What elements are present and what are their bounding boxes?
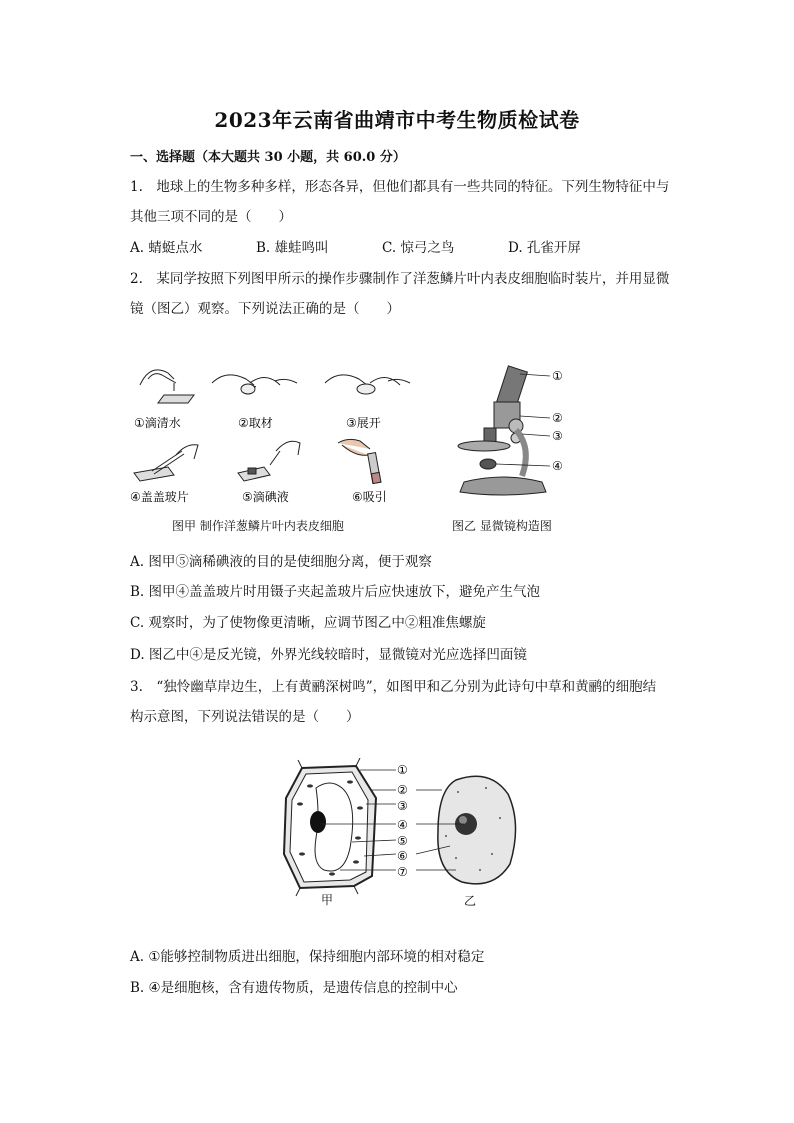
step-label-4: ④盖盖玻片 [130, 490, 189, 504]
plant-cell [284, 758, 376, 896]
cell-label-3: ③ [397, 799, 408, 813]
mirror [480, 459, 496, 469]
step1-drawing [140, 370, 194, 403]
q1-option-d: D. 孔雀开屏 [508, 240, 581, 256]
step-label-6: ⑥吸引 [352, 490, 387, 504]
q3-stem-line2: 构示意图，下列说法错误的是（ ） [130, 709, 360, 725]
scope-label-4: ④ [552, 459, 563, 473]
cell-label-2: ② [397, 783, 408, 797]
q2-stem-line1: 2. 某同学按照下列图甲所示的操作步骤制作了洋葱鳞片叶内表皮细胞临时装片，并用显微 [130, 271, 670, 287]
animal-cell [438, 776, 516, 884]
step4-drawing [134, 445, 198, 481]
step5-drawing [238, 441, 300, 481]
step2-drawing [212, 375, 297, 394]
fig-label-jia: 甲 [321, 893, 334, 907]
stage [458, 441, 510, 451]
scope-label-2: ② [552, 411, 563, 425]
cell-label-7: ⑦ [397, 865, 408, 879]
q2-option-d: D. 图乙中④是反光镜，外界光线较暗时，显微镜对光应选择凹面镜 [130, 647, 527, 663]
q3-option-b: B. ④是细胞核，含有遗传物质，是遗传信息的控制中心 [130, 980, 458, 996]
step3-drawing [325, 375, 410, 394]
q1-option-b: B. 雄蛙鸣叫 [256, 240, 329, 256]
cell-label-6: ⑥ [397, 849, 408, 863]
figure-b-caption: 图乙 显微镜构造图 [452, 519, 552, 533]
q2-stem-line2: 镜（图乙）观察。下列说法正确的是（ ） [130, 301, 400, 317]
q3-stem-line1: 3. “独怜幽草岸边生，上有黄鹂深树鸣”，如图甲和乙分别为此诗句中草和黄鹂的细胞结 [130, 679, 657, 695]
q2-option-b: B. 图甲④盖盖玻片时用镊子夹起盖玻片后应快速放下，避免产生气泡 [130, 584, 541, 600]
figure-a-caption: 图甲 制作洋葱鳞片叶内表皮细胞 [172, 519, 344, 533]
cell-label-1: ① [397, 763, 408, 777]
q1-option-c: C. 惊弓之鸟 [382, 240, 455, 256]
q3-option-a: A. ①能够控制物质进出细胞，保持细胞内部环境的相对稳定 [130, 949, 485, 965]
q2-option-c: C. 观察时，为了使物像更清晰，应调节图乙中②粗准焦螺旋 [130, 615, 486, 631]
q1-options [130, 239, 670, 257]
step-label-5: ⑤滴碘液 [242, 490, 289, 504]
fig-label-yi: 乙 [464, 894, 477, 908]
base [460, 477, 546, 495]
figure-microscope [450, 360, 590, 540]
cell-label-4: ④ [397, 818, 408, 832]
scope-label-3: ③ [552, 429, 563, 443]
step6-drawing [338, 439, 381, 483]
cell-label-5: ⑤ [397, 834, 408, 848]
plant-nucleus [310, 811, 326, 833]
page-title: 2023年云南省曲靖市中考生物质检试卷 [214, 108, 580, 132]
step-label-2: ②取材 [238, 416, 273, 430]
step-label-3: ③展开 [346, 416, 381, 430]
q2-option-a: A. 图甲⑤滴稀碘液的目的是使细胞分离，便于观察 [130, 554, 432, 570]
step-label-1: ①滴清水 [134, 416, 181, 430]
section-heading: 一、选择题（本大题共 30 小题，共 60.0 分） [130, 150, 406, 165]
q1-stem-line1: 1. 地球上的生物多种多样，形态各异，但他们都具有一些共同的特征。下列生物特征中与 [130, 179, 670, 195]
scope-label-1: ① [552, 369, 563, 383]
q1-stem-line2: 其他三项不同的是（ ） [130, 209, 292, 225]
figure-cells [280, 758, 540, 918]
q1-option-a: A. 蜻蜓点水 [130, 240, 203, 256]
figure-slide-steps [130, 355, 430, 535]
